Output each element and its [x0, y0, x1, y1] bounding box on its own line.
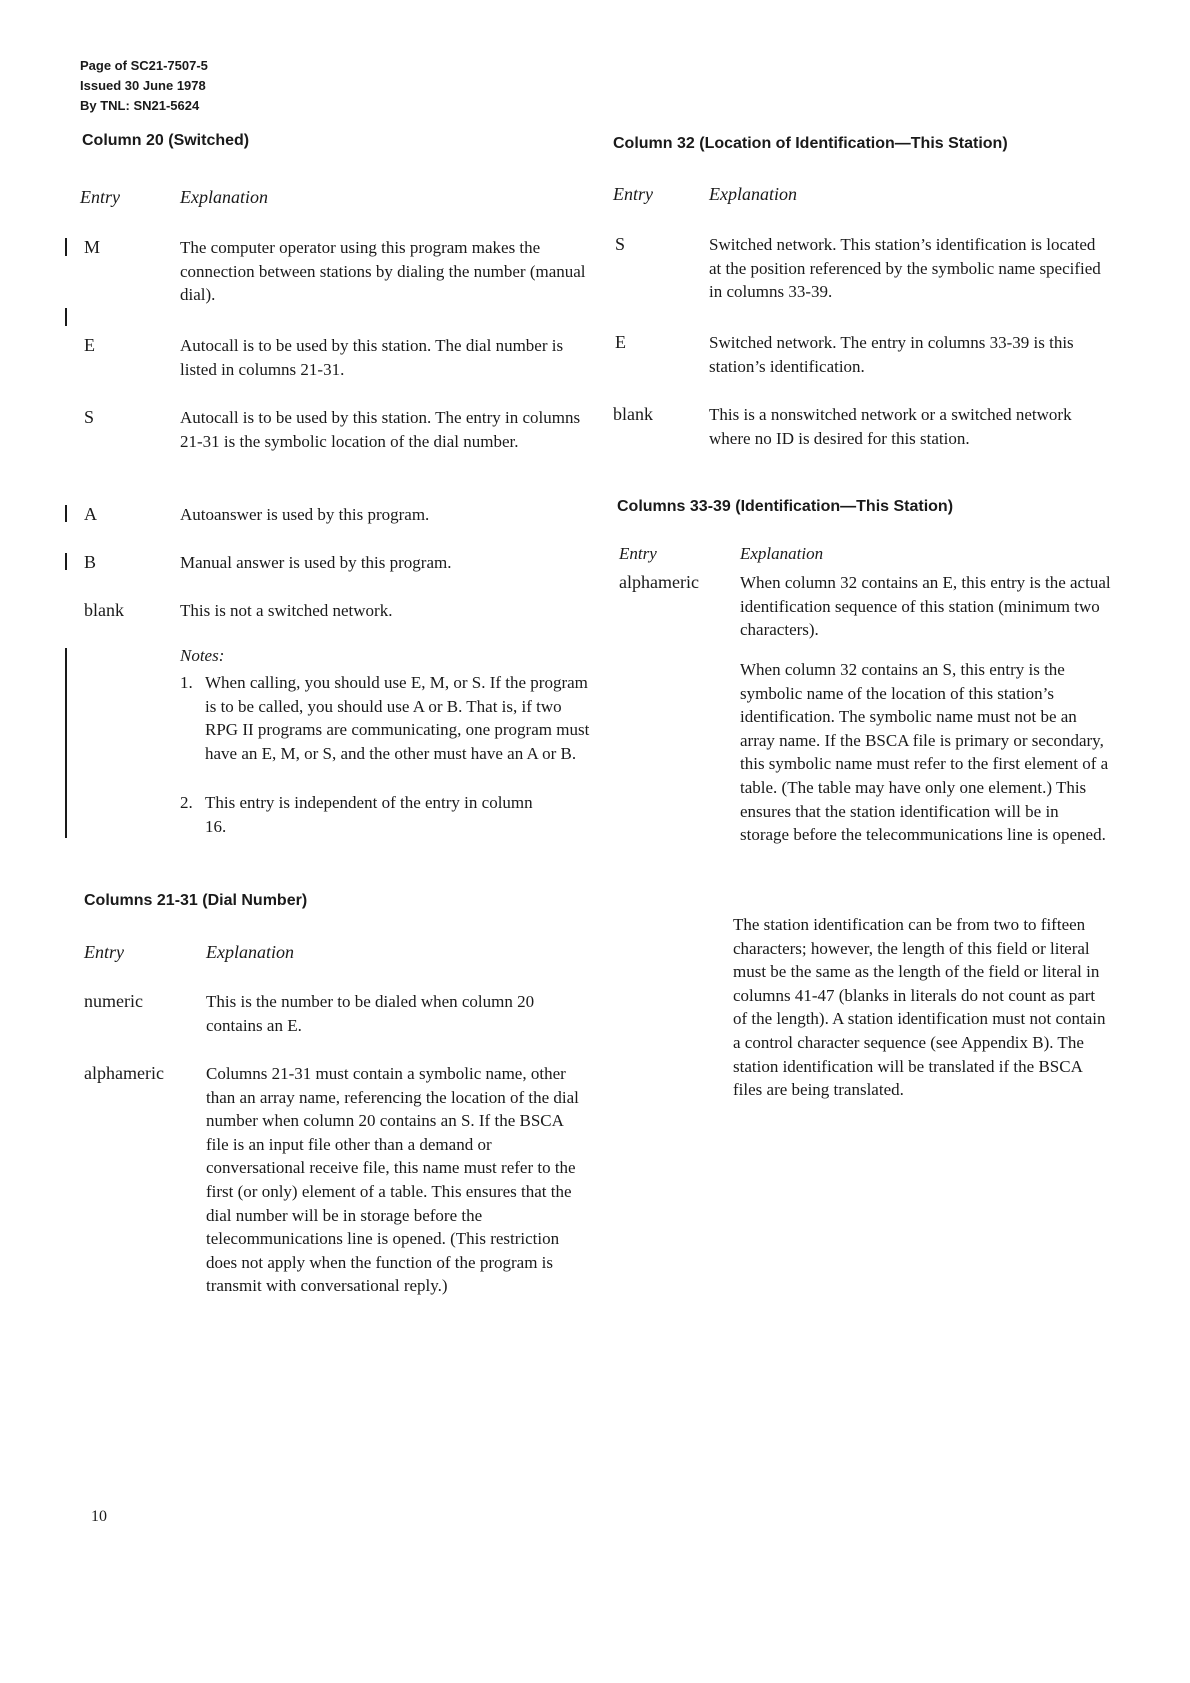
page-number: 10 [91, 1508, 107, 1525]
entry-explanation: Manual answer is used by this program. [180, 553, 452, 572]
entry-explanation: This is not a switched network. [180, 601, 393, 620]
section-title-columns-33-39: Columns 33-39 (Identification—This Station) [617, 498, 954, 515]
section-title-column-20: Column 20 (Switched) [82, 132, 250, 149]
entry-code: B [84, 552, 97, 572]
revision-bar [65, 308, 67, 326]
entry-explanation: This is a nonswitched network or a switched network where no ID is desired for this station. [709, 405, 1072, 448]
revision-bar [65, 648, 67, 838]
entry-code: S [84, 407, 95, 427]
entry-header: Entry [619, 544, 657, 563]
revision-bar [65, 505, 67, 522]
note-text: When calling, you should use E, M, or S. If the program is to be called, you should use A or B. That is, if two RPG II programs are communicating, one program must have an E, M, or S, and the other must have an A or B. [205, 673, 590, 763]
entry-code: numeric [84, 991, 143, 1011]
explanation-header: Explanation [180, 187, 268, 207]
identification-notes: The station identification can be from two to fifteen characters; however, the length of this field or literal must be the same as the length of the field or literal in columns 41-47 (blanks in literals do not count as part of the length). A station identification must not contain a control character sequence (see Appendix B). The station identification will be translated if the BSCA files are being translated. [733, 915, 1106, 1100]
notes-title: Notes: [180, 646, 225, 665]
entry-code: E [84, 335, 95, 355]
entry-code: alphameric [619, 572, 699, 592]
entry-code: alphameric [84, 1063, 164, 1083]
entry-explanation: Autocall is to be used by this station. The entry in columns 21-31 is the symbolic location of the dial number. [180, 408, 581, 451]
entry-explanation: Autocall is to be used by this station. The dial number is listed in columns 21-31. [180, 336, 564, 379]
revision-bar [65, 238, 67, 256]
issue-date: Issued 30 June 1978 [80, 78, 206, 93]
entry-code: A [84, 504, 97, 524]
entry-header: Entry [613, 184, 653, 204]
note-number: 1. [180, 673, 193, 692]
entry-code: S [615, 234, 626, 254]
entry-code: M [84, 237, 101, 257]
entry-header: Entry [80, 187, 120, 207]
revision-bar [65, 553, 67, 570]
note-number: 2. [180, 793, 193, 812]
entry-header: Entry [84, 942, 124, 962]
entry-explanation: When column 32 contains an E, this entry is the actual identification sequence of this station (minimum two characters). [740, 573, 1111, 640]
entry-code: blank [84, 600, 124, 620]
entry-explanation: When column 32 contains an S, this entry is the symbolic name of the location of this station’s identification. The symbolic name must not be an array name. If the BSCA file is primary or secondary, this symbolic name must refer to the first element of a table. (The table may have only one element.) This ensures that the station identification will be in storage before the telecommunications line is opened. [740, 660, 1109, 845]
tnl-number: By TNL: SN21-5624 [80, 98, 200, 113]
entry-explanation: Switched network. This station’s identification is located at the position referenced by the symbolic name specified in columns 33-39. [709, 235, 1101, 302]
entry-explanation: This is the number to be dialed when column 20 contains an E. [206, 992, 535, 1035]
entry-code: blank [613, 404, 653, 424]
explanation-header: Explanation [206, 942, 294, 962]
document-id: Page of SC21-7507-5 [80, 58, 208, 73]
entry-explanation: Autoanswer is used by this program. [180, 505, 430, 524]
entry-explanation: The computer operator using this program makes the connection between stations by dialing the number (manual dial). [180, 238, 586, 305]
section-title-column-32: Column 32 (Location of Identification—This Station) [613, 135, 1008, 152]
entry-explanation: Columns 21-31 must contain a symbolic name, other than an array name, referencing the location of the dial number when column 20 contains an S. If the BSCA file is an input file other than a demand or conversational receive file, this name must refer to the first (or only) element of a table. This ensures that the dial number will be in storage before the telecommunications line is opened. (This restriction does not apply when the function of the program is transmit with conversational reply.) [206, 1064, 579, 1296]
entry-code: E [615, 332, 626, 352]
section-title-columns-21-31: Columns 21-31 (Dial Number) [84, 892, 308, 909]
explanation-header: Explanation [709, 184, 797, 204]
entry-explanation: Switched network. The entry in columns 33-39 is this station’s identification. [709, 333, 1074, 376]
explanation-header: Explanation [740, 544, 824, 563]
note-text: This entry is independent of the entry in column 16. [205, 793, 533, 836]
